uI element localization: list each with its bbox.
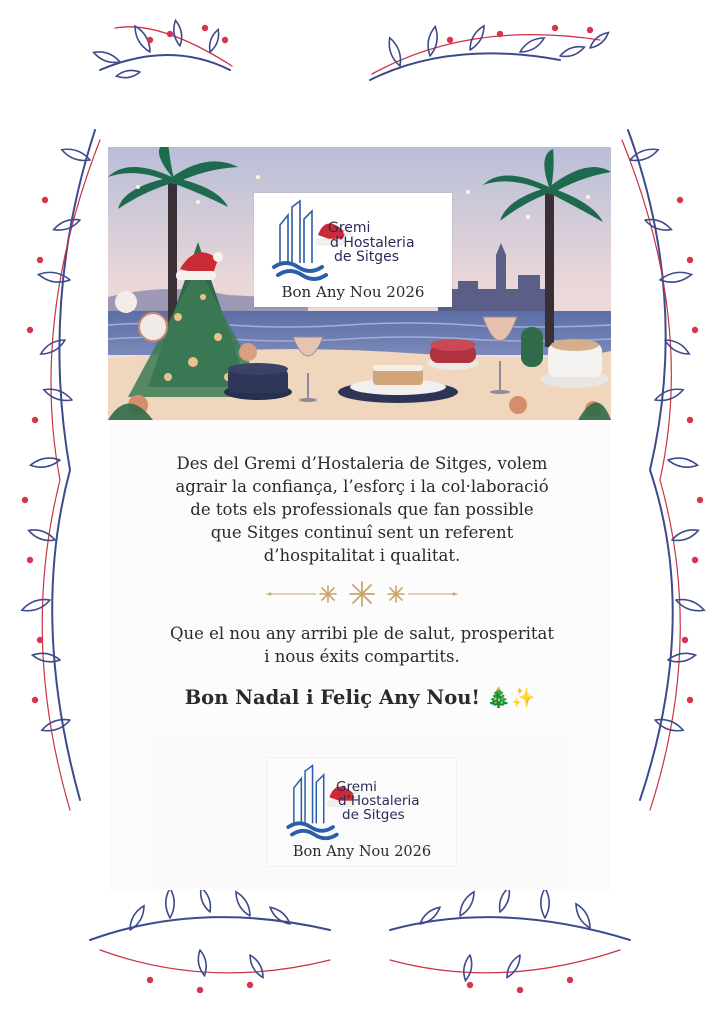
berry-icon [552,25,558,31]
frame-branch [90,917,330,940]
berry-icon [27,327,33,333]
message-line: d’hospitalitat i qualitat. [263,546,461,565]
message-line: de tots els professionals que fan possible [190,500,534,519]
berry-icon [222,37,228,43]
berry-icon [147,977,153,983]
frame-branch [41,340,65,354]
message-paragraph-2 [122,622,602,668]
frame-branch [22,600,50,611]
frame-branch [166,888,174,918]
berry-icon [692,557,698,563]
frame-branch [520,38,544,52]
frame-branch [38,272,70,282]
holiday-greeting [110,686,610,709]
frame-branch [470,26,484,50]
frame-branch [665,340,689,354]
frame-branch [94,52,120,62]
frame-branch [428,26,437,56]
logo-line-hostaleria: d’Hostaleria [338,793,420,810]
frame-branch [660,272,692,282]
frame-branch [507,955,520,978]
snowflake-icon-center [350,582,374,606]
berry-icon [587,27,593,33]
berry-icon [202,25,208,31]
berry-icon [687,417,693,423]
footer-logo-tagline: Bon Any Nou 2026 [292,844,432,860]
snowflake-divider [266,580,458,608]
banner-logo-text [328,221,415,265]
footer-logo-card [268,758,456,866]
berry-icon [692,327,698,333]
logo-line-gremi: Gremi [336,779,377,795]
berry-icon [517,987,523,993]
christmas-tree-sparkles-icon: 🎄✨ [486,686,536,709]
frame-branch [236,892,250,916]
message-line: que Sitges continuî sent un referent [210,523,514,542]
berry-icon [697,497,703,503]
snowflake-icon-left [320,586,336,602]
frame-branch [54,220,80,230]
message-line: agrair la confiança, l’esforç i la col·laboració [175,477,549,496]
frame-branch [460,892,474,916]
frame-branch [210,29,219,52]
message-line: Que el nou any arribi ple de salut, prosperitat [169,624,555,643]
frame-branch [645,220,671,230]
berry-icon [37,637,43,643]
red-cake [427,339,479,370]
frame-branch [44,389,72,400]
frame-branch [560,47,584,57]
berry-icon [567,977,573,983]
frame-branch [100,950,330,973]
logo-line-sitges: de Sitges [334,249,400,266]
berry-icon [467,982,473,988]
christmas-banner-image [108,147,611,420]
berry-icon [32,417,38,423]
berry-icon [447,37,453,43]
banner-logo-tagline: Bon Any Nou 2026 [281,283,425,301]
frame-branch [390,950,620,973]
frame-branch [370,53,560,80]
logo-line-sitges: de Sitges [342,807,405,824]
frame-branch [29,530,55,540]
berry-icon [497,31,503,37]
berry-icon [32,697,38,703]
logo-line-gremi: Gremi [328,220,371,236]
berry-icon [687,697,693,703]
frame-branch [390,917,630,940]
berry-icon [167,31,173,37]
berry-icon [197,987,203,993]
frame-branch [655,389,683,400]
frame-branch [464,955,472,981]
frame-branch [576,904,590,928]
berry-icon [687,257,693,263]
frame-branch [42,140,100,810]
frame-branch [174,20,182,46]
frame-branch [42,720,70,731]
berry-icon [677,197,683,203]
frame-branch [500,888,510,912]
frame-branch [201,888,211,912]
footer-logo-text [336,780,420,823]
frame-branch [389,38,400,66]
message-line: Des del Gremi d’Hostaleria de Sitges, volem [176,454,548,473]
cooking-pot [224,363,292,400]
berry-icon [42,197,48,203]
frame-branch [32,653,60,661]
berry-icon [37,257,43,263]
frame-branch [116,70,140,77]
berry-icon [247,982,253,988]
banner-logo-card [254,193,452,307]
berry-icon [682,637,688,643]
jar [521,327,543,367]
frame-branch [672,530,698,540]
frame-branch [668,653,696,661]
frame-branch [250,955,263,978]
frame-branch [541,888,549,918]
logo-line-hostaleria: d’Hostaleria [330,234,415,251]
message-paragraph-1 [122,452,602,567]
frame-branch [30,458,60,467]
message-line: i nous éxits compartits. [264,647,460,666]
berry-icon [22,497,28,503]
berry-icon [147,37,153,43]
snowflake-icon-right [388,586,404,602]
berry-icon [27,557,33,563]
frame-branch [668,458,698,467]
pie-dish [541,339,609,388]
greeting-text: Bon Nadal i Feliç Any Nou! [184,686,480,709]
